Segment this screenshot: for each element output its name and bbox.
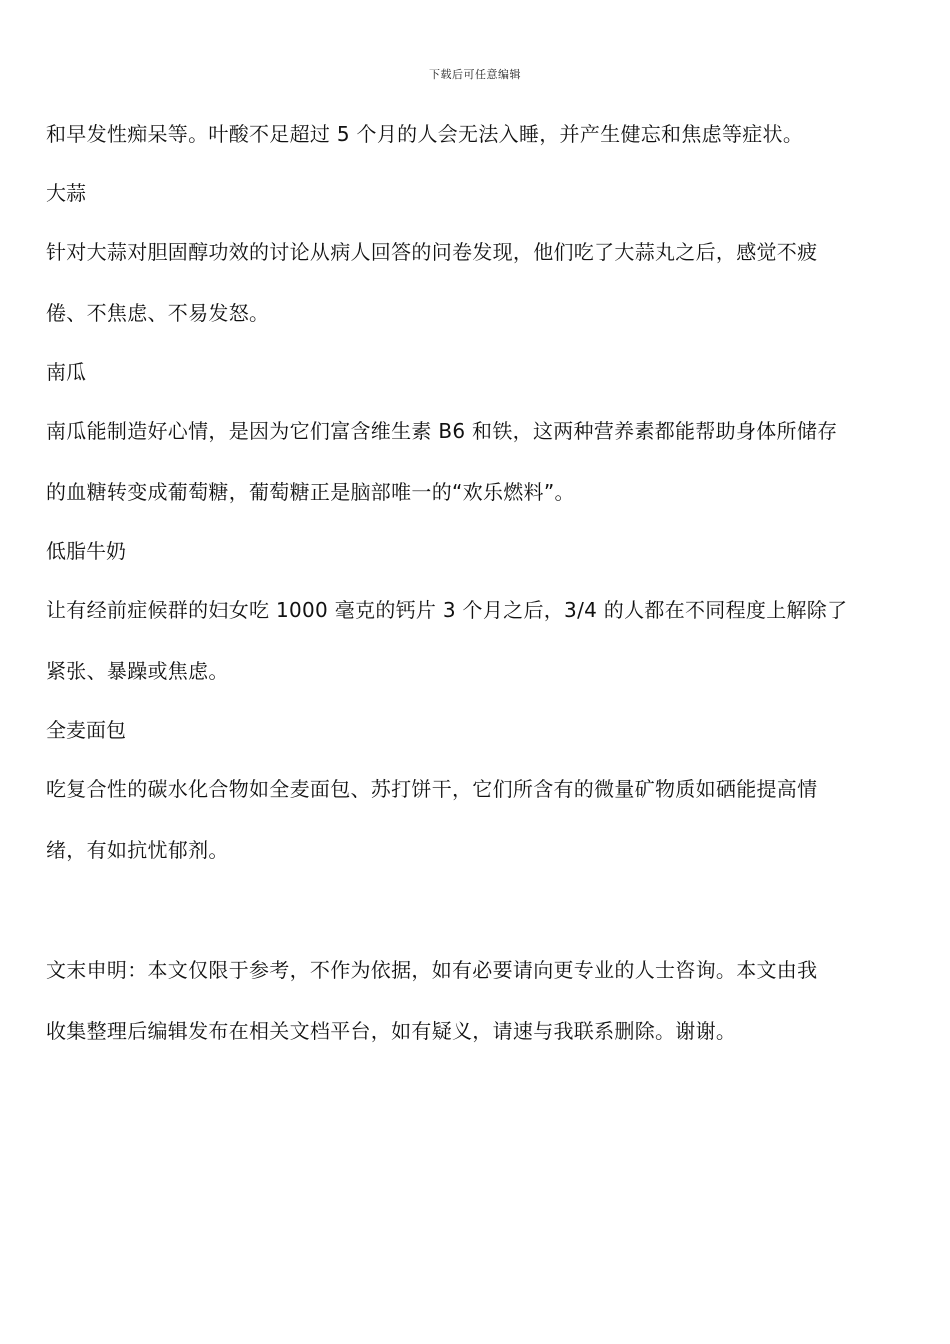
paragraph-line: 紧张、暴躁或焦虑。: [46, 659, 229, 683]
page-header-note: 下载后可任意编辑: [429, 68, 521, 81]
paragraph-line: 南瓜能制造好心情，是因为它们富含维生素 B6 和铁，这两种营养素都能帮助身体所储存: [46, 419, 838, 443]
disclaimer-line: 收集整理后编辑发布在相关文档平台，如有疑义，请速与我联系删除。谢谢。: [46, 1019, 737, 1043]
document-body: [46, 119, 906, 1046]
paragraph-line: 倦、不焦虑、不易发怒。: [46, 301, 270, 325]
paragraph-line: 让有经前症候群的妇女吃 1000 毫克的钙片 3 个月之后，3/4 的人都在不同程度上解除了: [46, 598, 848, 622]
section-heading-whole-wheat-bread: 全麦面包: [46, 718, 126, 742]
section-heading-low-fat-milk: 低脂牛奶: [46, 539, 126, 563]
intro-paragraph: 和早发性痴呆等。叶酸不足超过 5 个月的人会无法入睡，并产生健忘和焦虑等症状。: [46, 122, 804, 146]
paragraph-line: 吃复合性的碳水化合物如全麦面包、苏打饼干，它们所含有的微量矿物质如硒能提高情: [46, 777, 818, 801]
paragraph-line: 针对大蒜对胆固醇功效的讨论从病人回答的问卷发现，他们吃了大蒜丸之后，感觉不疲: [46, 240, 818, 264]
section-heading-pumpkin: 南瓜: [46, 360, 86, 384]
paragraph-line: 绪，有如抗忧郁剂。: [46, 838, 229, 862]
section-heading-garlic: 大蒜: [46, 181, 86, 205]
paragraph-line: 的血糖转变成葡萄糖，葡萄糖正是脑部唯一的“欢乐燃料”。: [46, 480, 575, 504]
disclaimer-line: 文末申明：本文仅限于参考，不作为依据，如有必要请向更专业的人士咨询。本文由我: [46, 958, 818, 982]
